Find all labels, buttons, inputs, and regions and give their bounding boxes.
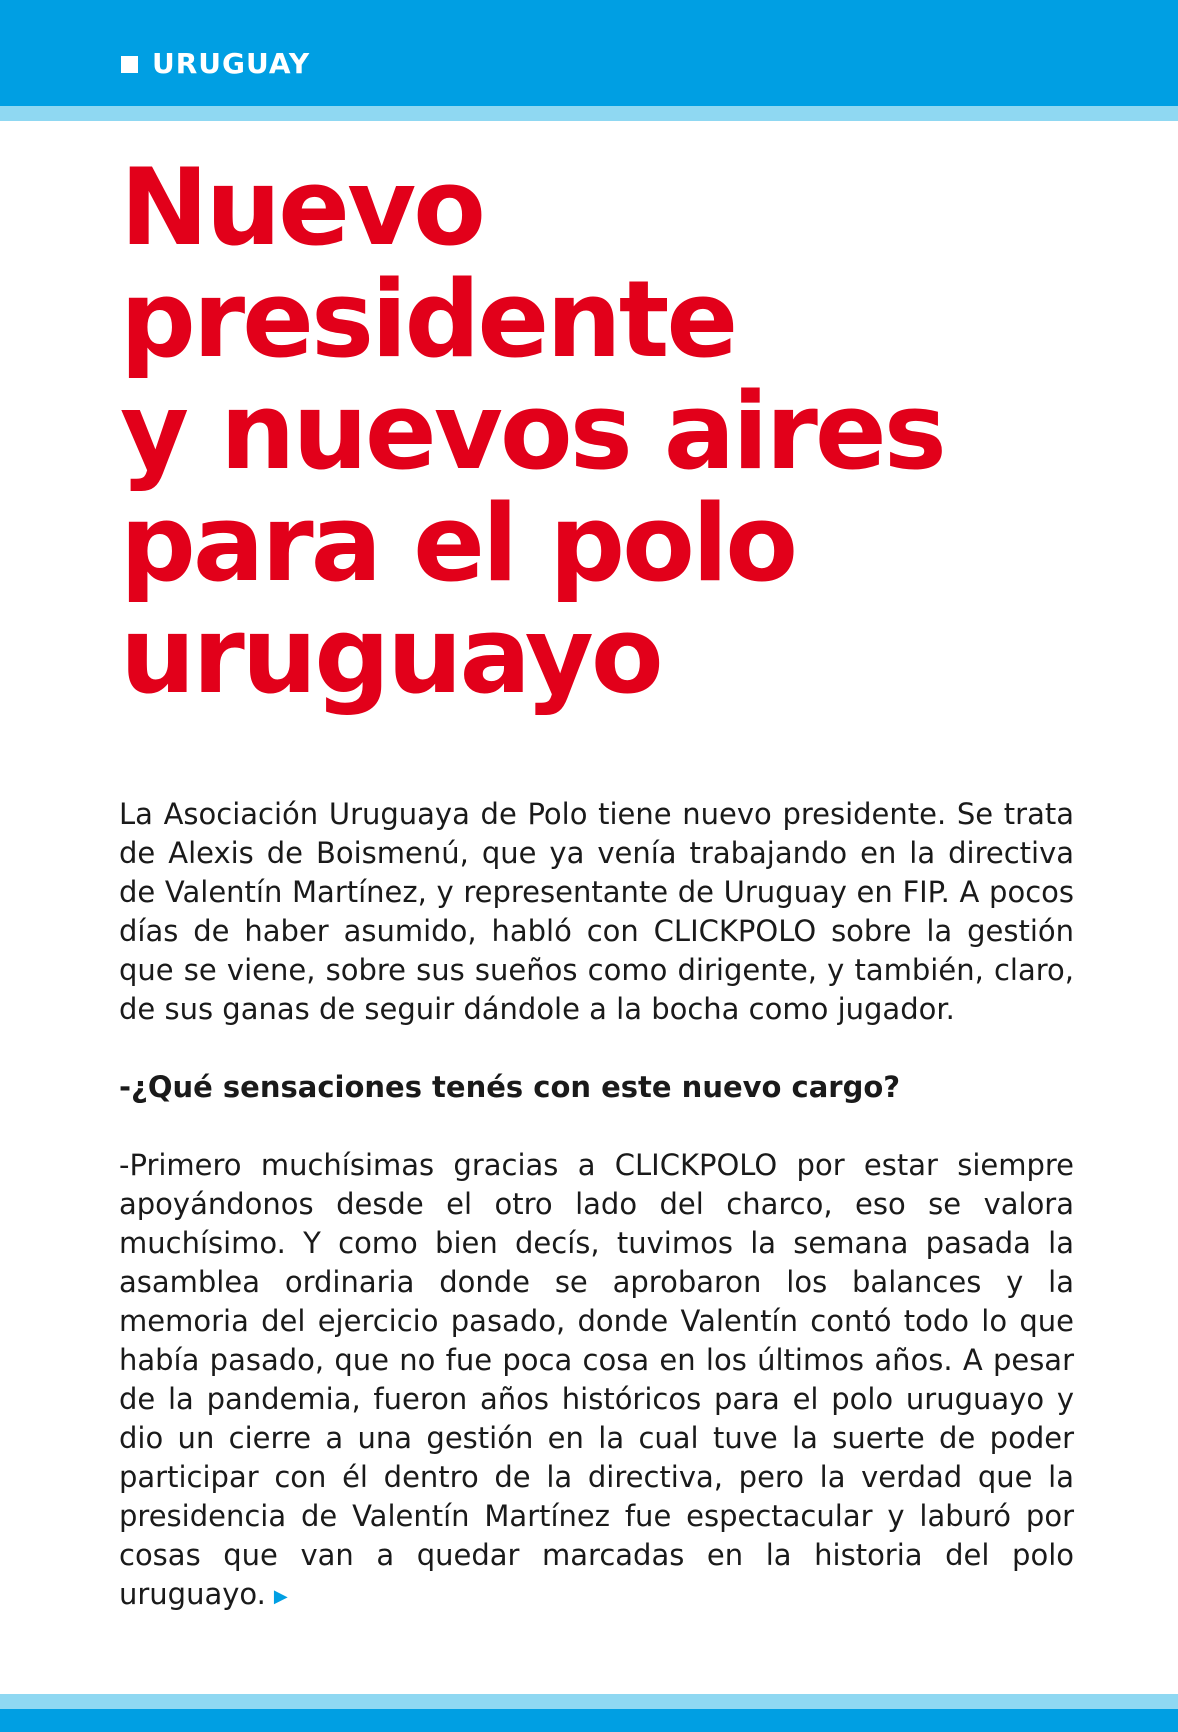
headline-line: Nuevo bbox=[120, 146, 483, 269]
headline-line: presidente bbox=[120, 258, 736, 381]
square-bullet-icon bbox=[121, 56, 138, 73]
bottom-accent-stripe bbox=[0, 1694, 1178, 1709]
intro-paragraph: La Asociación Uruguaya de Polo tiene nuevo presidente. Se trata de Alexis de Boismenú, que ya venía trabajando en la directiva de Valentín Martínez, y representante de Uruguay en FIP. A pocos días de haber asumido, habló con CLICKPOLO sobre la gestión que se viene, sobre sus sueños como dirigente, y también, claro, de sus ganas de seguir dándole a la bocha como jugador. bbox=[119, 797, 1074, 1026]
interview-question: -¿Qué sensaciones tenés con este nuevo cargo? bbox=[119, 1070, 901, 1104]
bottom-color-bar bbox=[0, 1709, 1178, 1732]
headline bbox=[120, 146, 1110, 717]
answer-text: -Primero muchísimas gracias a CLICKPOLO por estar siempre apoyándonos desde el otro lado del charco, eso se valora muchísimo. Y como bien decís, tuvimos la semana pasada la asamblea ordinaria donde se aprobaron los balances y la memoria del ejercicio pasado, donde Valentín contó todo lo que había pasado, que no fue poca cosa en los últimos años. A pesar de la pandemia, fueron años históricos para el polo uruguayo y dio un cierre a una gestión en la cual tuve la suerte de poder participar con él dentro de la directiva, pero la verdad que la presidencia de Valentín Martínez fue espectacular y laburó por cosas que van a quedar marcadas en la historia del polo uruguayo. bbox=[119, 1148, 1074, 1611]
headline-line: y nuevos aires bbox=[120, 370, 944, 493]
section-label: URUGUAY bbox=[152, 47, 311, 80]
headline-line: para el polo bbox=[120, 482, 796, 605]
top-accent-stripe bbox=[0, 106, 1178, 121]
section-tag bbox=[121, 47, 311, 80]
answer-paragraph bbox=[119, 1146, 1074, 1616]
headline-line: uruguayo bbox=[120, 594, 661, 717]
article-body bbox=[119, 795, 1074, 1616]
continue-triangle-icon: ▶ bbox=[273, 1586, 288, 1607]
